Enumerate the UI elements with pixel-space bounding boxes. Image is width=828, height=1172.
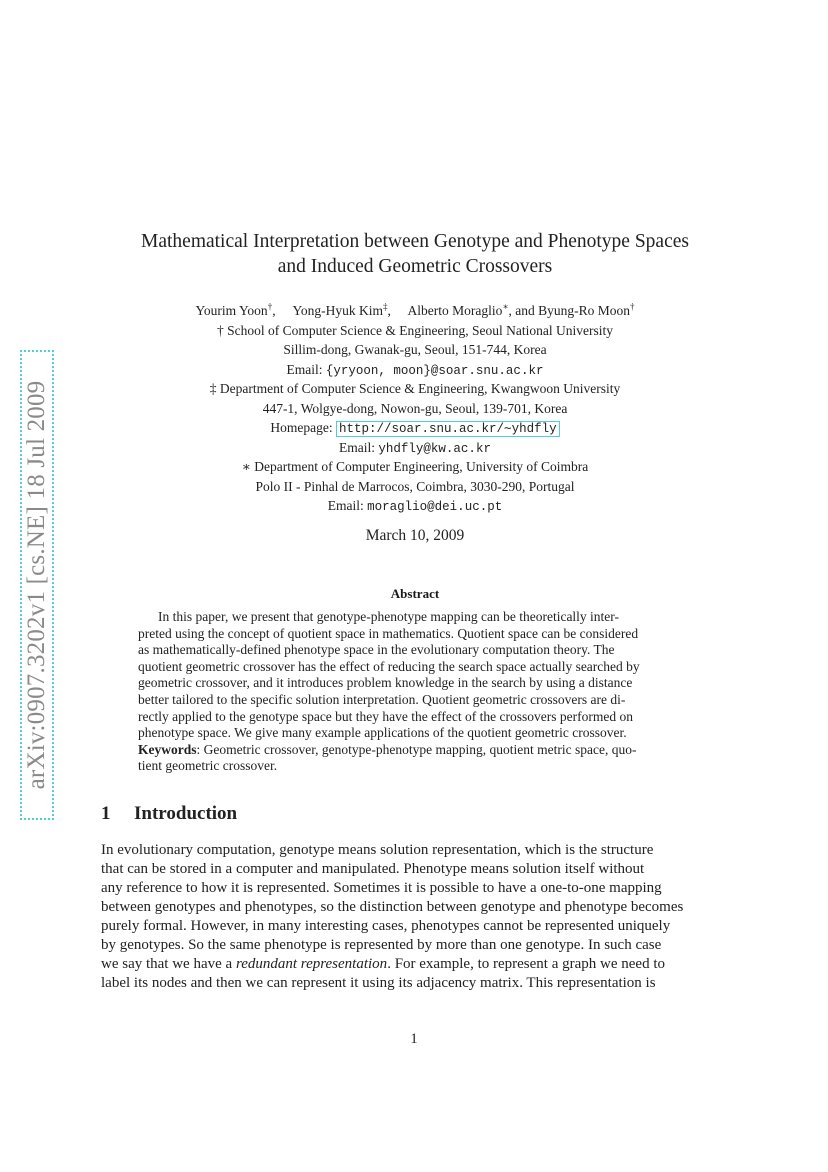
abstract-line: as mathematically-defined phenotype space in the evolutionary computation theory. The — [138, 642, 615, 658]
abstract-line: quotient geometric crossover has the effect of reducing the search space actually searched by — [138, 658, 640, 674]
intro-emphasis: redundant representation — [235, 956, 388, 972]
address-coimbra: Polo II - Pinhal de Marrocos, Coimbra, 3030-290, Portugal — [255, 478, 575, 494]
section-heading — [101, 803, 237, 825]
keywords-text: : Geometric crossover, genotype-phenotype mapping, quotient metric space, quo- — [196, 741, 637, 757]
page-number: 1 — [410, 1031, 418, 1047]
author-and: , and — [508, 303, 535, 318]
abstract-heading: Abstract — [390, 586, 440, 601]
intro-line: that can be stored in a computer and manipulated. Phenotype means solution itself without — [101, 861, 645, 877]
keywords-label: Keywords — [138, 741, 197, 757]
author-mark: † — [267, 301, 273, 312]
email-row-kwangwoon — [90, 438, 740, 458]
affiliation-kwangwoon: ‡ Department of Computer Science & Engineering, Kwangwoon University — [209, 381, 621, 396]
arxiv-id: arXiv:0907.3202v1 [cs.NE] 18 Jul 2009 — [23, 380, 50, 790]
title-line-2: and Induced Geometric Crossovers — [277, 256, 553, 277]
email-label: Email: — [339, 439, 379, 455]
abstract-body — [138, 609, 694, 775]
abstract-line: phenotype space. We give many example applications of the quotient geometric crossover. — [138, 725, 627, 741]
keywords-line-2: tient geometric crossover. — [138, 758, 278, 774]
email-row-snu — [90, 360, 740, 380]
author-mark: † — [629, 301, 635, 312]
author-mark: ‡ — [382, 301, 388, 312]
intro-line: between genotypes and phenotypes, so the distinction between genotype and phenotype becomes — [101, 899, 684, 915]
arxiv-stamp — [20, 350, 54, 820]
section-title: Introduction — [134, 803, 238, 824]
intro-line: purely formal. However, in many interesting cases, phenotypes cannot be represented uniquely — [101, 918, 671, 934]
email-row-coimbra — [90, 496, 740, 516]
intro-line: by genotypes. So the same phenotype is represented by more than one genotype. In such case — [101, 937, 662, 953]
abstract-line: rectly applied to the genotype space but they have the effect of the crossovers performed on — [138, 708, 633, 724]
abstract-line: geometric crossover, and it introduces problem knowledge in the search by using a distance — [138, 675, 633, 691]
paper-title — [90, 229, 740, 279]
email-coimbra[interactable]: moraglio@dei.uc.pt — [367, 500, 503, 514]
homepage-link[interactable]: http://soar.snu.ac.kr/∼yhdfly — [336, 421, 560, 437]
abstract-line: better tailored to the specific solution interpretation. Quotient geometric crossovers are di- — [138, 691, 626, 707]
author-name: Yong-Hyuk Kim — [292, 303, 383, 318]
intro-line: any reference to how it is represented. Sometimes it is possible to have a one-to-one mapping — [101, 880, 662, 896]
intro-body — [101, 841, 731, 993]
author-block — [90, 301, 740, 516]
author-name: Byung-Ro Moon — [538, 303, 630, 318]
intro-line: label its nodes and then we can represent it using its adjacency matrix. This representation is — [101, 975, 656, 991]
email-kwangwoon[interactable]: yhdfly@kw.ac.kr — [378, 441, 491, 456]
affiliation-snu: † School of Computer Science & Engineering, Seoul National University — [217, 322, 613, 338]
title-line-1: Mathematical Interpretation between Genotype and Phenotype Spaces — [141, 231, 689, 252]
homepage-row — [90, 418, 740, 438]
email-snu[interactable]: {yryoon, moon}@soar.snu.ac.kr — [325, 363, 544, 378]
address-kwangwoon: 447-1, Wolgye-dong, Nowon-gu, Seoul, 139-701, Korea — [262, 400, 568, 416]
author-name: Yourim Yoon — [195, 303, 268, 318]
keywords-line — [138, 742, 694, 759]
author-names: Yourim Yoon†, Yong-Hyuk Kim‡, Alberto Moraglio∗, and Byung-Ro Moon† — [195, 301, 635, 318]
author-name: Alberto Moraglio — [407, 303, 503, 318]
intro-text: . For example, to represent a graph we need to — [387, 956, 666, 972]
intro-line — [101, 955, 731, 974]
intro-line: In evolutionary computation, genotype means solution representation, which is the structure — [101, 842, 654, 858]
paper-date: March 10, 2009 — [365, 527, 465, 544]
affiliation-coimbra: ∗ Department of Computer Engineering, University of Coimbra — [241, 459, 589, 474]
email-label: Email: — [327, 498, 368, 513]
email-label: Email: — [286, 361, 326, 377]
homepage-label: Homepage: — [270, 420, 337, 435]
abstract-line: In this paper, we present that genotype-phenotype mapping can be theoretically inter- — [158, 609, 620, 624]
section-number: 1 — [101, 803, 111, 824]
address-snu: Sillim-dong, Gwanak-gu, Seoul, 151-744, Korea — [283, 342, 547, 357]
intro-text: we say that we have a — [101, 956, 233, 972]
abstract-line: preted using the concept of quotient space in mathematics. Quotient space can be considered — [138, 625, 639, 641]
author-mark: ∗ — [502, 301, 509, 312]
